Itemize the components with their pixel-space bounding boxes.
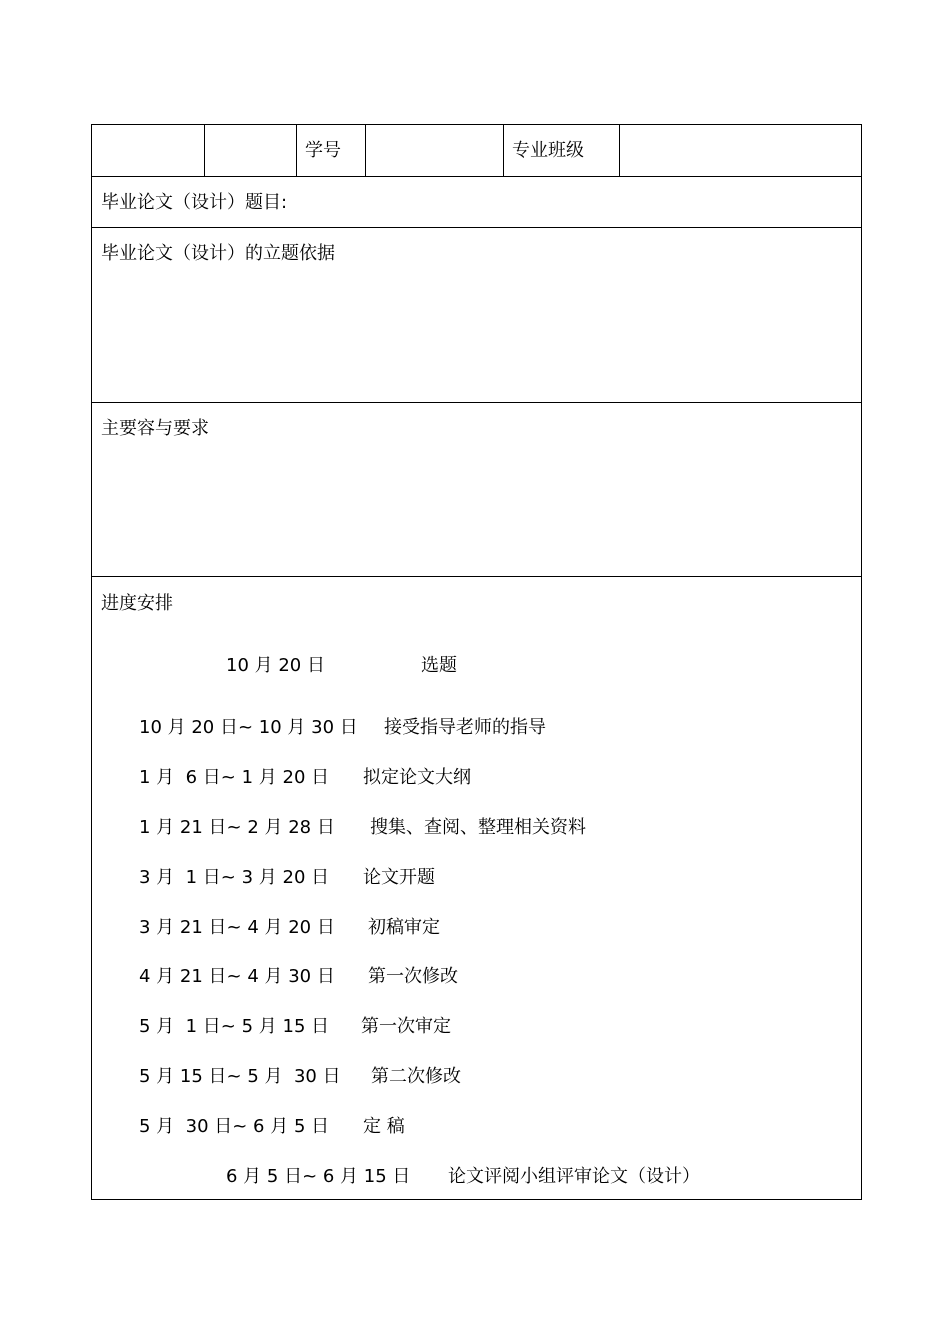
- name-value-field[interactable]: [204, 125, 296, 176]
- divider: [296, 125, 297, 176]
- schedule-dates: 5 月 15 日~ 5 月 30 日: [139, 1066, 341, 1087]
- schedule-item: [139, 917, 440, 938]
- schedule-item: [139, 1066, 461, 1087]
- schedule-dates: 1 月 21 日~ 2 月 28 日: [139, 817, 335, 838]
- schedule-task: 定 稿: [363, 1116, 405, 1137]
- schedule-item: [139, 1016, 451, 1037]
- major-class-field[interactable]: [619, 125, 861, 176]
- schedule-item: [139, 867, 435, 888]
- thesis-basis-section[interactable]: [92, 227, 861, 402]
- schedule-task: 论文开题: [363, 867, 435, 888]
- schedule-task: 选题: [421, 655, 457, 676]
- student-id-label: 学号: [305, 140, 341, 161]
- divider: [503, 125, 504, 176]
- thesis-title-row[interactable]: [92, 176, 861, 227]
- schedule-section: [92, 576, 861, 1199]
- schedule-task: 接受指导老师的指导: [384, 717, 546, 738]
- thesis-title-label: 毕业论文（设计）题目:: [101, 192, 288, 213]
- schedule-dates: 3 月 1 日~ 3 月 20 日: [139, 867, 330, 888]
- schedule-item: [226, 655, 457, 676]
- schedule-task: 搜集、查阅、整理相关资料: [370, 817, 586, 838]
- name-field[interactable]: [92, 125, 204, 176]
- schedule-dates: 10 月 20 日: [226, 655, 325, 676]
- schedule-label: 进度安排: [101, 593, 173, 614]
- schedule-item: [139, 717, 546, 738]
- schedule-dates: 6 月 5 日~ 6 月 15 日: [226, 1166, 411, 1187]
- major-class-label: 专业班级: [512, 140, 584, 161]
- schedule-item: [139, 966, 458, 987]
- schedule-task: 第一次审定: [361, 1016, 451, 1037]
- schedule-dates: 10 月 20 日~ 10 月 30 日: [139, 717, 358, 738]
- header-row: [92, 125, 861, 176]
- schedule-item: [226, 1166, 700, 1187]
- schedule-dates: 3 月 21 日~ 4 月 20 日: [139, 917, 335, 938]
- content-requirements-section[interactable]: [92, 402, 861, 576]
- schedule-dates: 1 月 6 日~ 1 月 20 日: [139, 767, 330, 788]
- thesis-basis-label: 毕业论文（设计）的立题依据: [101, 243, 335, 264]
- schedule-item: [139, 817, 586, 838]
- schedule-item: [139, 1116, 405, 1137]
- schedule-task: 拟定论文大纲: [363, 767, 471, 788]
- schedule-dates: 5 月 1 日~ 5 月 15 日: [139, 1016, 330, 1037]
- thesis-task-form: [91, 124, 862, 1200]
- content-requirements-label: 主要容与要求: [101, 418, 209, 439]
- schedule-task: 初稿审定: [368, 917, 440, 938]
- schedule-dates: 5 月 30 日~ 6 月 5 日: [139, 1116, 330, 1137]
- student-id-field[interactable]: [365, 125, 503, 176]
- schedule-task: 论文评阅小组评审论文（设计）: [448, 1166, 700, 1187]
- schedule-item: [139, 767, 471, 788]
- schedule-dates: 4 月 21 日~ 4 月 30 日: [139, 966, 335, 987]
- schedule-task: 第一次修改: [368, 966, 458, 987]
- schedule-task: 第二次修改: [371, 1066, 461, 1087]
